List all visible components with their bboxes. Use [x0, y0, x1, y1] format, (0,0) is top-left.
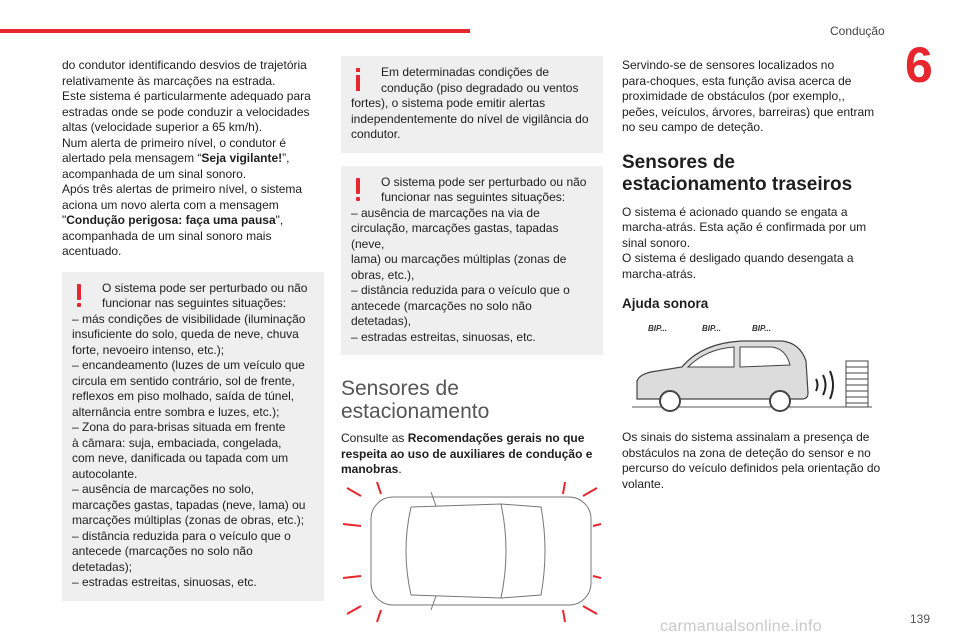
text-fragment: ”,	[282, 151, 290, 165]
text-line: fortes), o sistema pode emitir alertas	[351, 96, 546, 110]
text-fragment: ",	[275, 213, 284, 227]
text-line: acentuado.	[62, 244, 122, 258]
text-line: proximidade de obstáculos (por exemplo,,	[622, 89, 845, 103]
bip-label: BIP...	[702, 324, 721, 333]
text-line: estradas onde se pode conduzir a velocidades	[62, 104, 310, 119]
car-sensor-diagram	[341, 482, 603, 632]
text-line: forte, nevoeiro intenso, etc.);	[72, 342, 225, 357]
car-top-outline	[371, 497, 591, 605]
sensor-arrow	[583, 606, 597, 614]
intro-paragraph	[62, 58, 324, 260]
column-middle	[341, 56, 603, 637]
text-line: para-choques, esta função avisa acerca de	[622, 73, 852, 88]
sensor-arrow	[583, 488, 597, 496]
section-title-line: Sensores de	[341, 377, 459, 400]
subheading: Ajuda sonora	[622, 296, 709, 311]
warning-icon	[351, 178, 365, 204]
activation-paragraph	[622, 205, 890, 283]
text-line: antecede (marcações no solo não detetadas),	[351, 298, 532, 328]
text-line: sinal sonoro.	[622, 235, 691, 250]
page-number: 139	[910, 612, 931, 626]
text-line: peões, veículos, árvores, barreiras) que entram	[622, 104, 875, 119]
text-line: condução (piso degradado ou ventos	[381, 80, 579, 95]
signals-paragraph	[622, 430, 890, 492]
text-line: – distância reduzida para o veículo que o	[351, 283, 570, 297]
consult-paragraph	[341, 431, 603, 478]
text-line	[341, 431, 603, 447]
warning-box	[62, 272, 324, 601]
text-line: marcações gastas, tapadas (neve, lama) ou	[72, 497, 306, 512]
text-line: – estradas estreitas, sinuosas, etc.	[72, 575, 257, 589]
text-line: acompanhada de um sinal sonoro mais	[62, 228, 272, 243]
rear-wheel	[770, 391, 790, 411]
text-line: independentemente do nível de vigilância do	[351, 111, 589, 126]
sound-waves	[816, 371, 833, 399]
text-line: condutor.	[351, 127, 401, 141]
roof-outline	[411, 504, 506, 598]
text-line: – más condições de visibilidade (iluminação	[72, 311, 306, 326]
text-line: – ausência de marcações na via de	[351, 205, 540, 220]
section-title-line: Sensores de	[622, 151, 735, 173]
text-line: – encandeamento (luzes de um veículo que	[72, 358, 305, 372]
text-line: à câmara: suja, embaciada, congelada,	[72, 435, 282, 450]
text-line: lama) ou marcações múltiplas (zonas de	[351, 252, 567, 266]
sensor-arrow	[377, 482, 381, 494]
cross-reference: manobras	[341, 462, 399, 476]
text-line: O sistema pode ser perturbado ou não	[102, 280, 308, 295]
section-heading	[622, 152, 890, 196]
text-line: obstáculos na zona de deteção do sensor e no	[622, 445, 871, 460]
warning-box	[341, 166, 603, 356]
info-icon	[351, 68, 365, 94]
column-left	[62, 58, 324, 601]
text-line: Este sistema é particularmente adequado para	[62, 89, 311, 103]
sensor-arrow	[593, 576, 601, 578]
text-line: antecede (marcações no solo não detetadas);	[72, 544, 253, 574]
sensor-arrow	[347, 606, 361, 614]
sensor-arrow	[347, 488, 361, 496]
text-line: circulação, marcações gastas, tapadas (neve,	[351, 221, 559, 251]
text-fragment: "	[62, 213, 67, 227]
text-line: circula em sentido contrário, sol de frente,	[72, 373, 295, 388]
text-line: altas (velocidade superior a 65 km/h).	[62, 120, 263, 134]
chapter-number: 6	[905, 37, 933, 93]
text-fragment: Consulte as	[341, 431, 408, 445]
text-line: – estradas estreitas, sinuosas, etc.	[351, 329, 536, 344]
text-line: – Zona do para-brisas situada em frente	[72, 420, 286, 434]
text-line	[341, 462, 603, 478]
front-wheel	[660, 391, 680, 411]
intro-paragraph	[622, 58, 890, 136]
text-line: acompanhada de um sinal sonoro.	[62, 166, 247, 181]
section-title-line: estacionamento traseiros	[622, 173, 853, 195]
info-box	[341, 56, 603, 153]
text-line: Em determinadas condições de	[381, 65, 550, 79]
mirror-right	[431, 596, 436, 610]
message-line	[62, 213, 324, 229]
text-line: reflexos em piso molhado, saída de túnel,	[72, 389, 295, 403]
sensor-arrow	[593, 524, 601, 526]
text-line: insuficiente do solo, queda de neve, chuva	[72, 327, 299, 341]
text-line: autocolante.	[72, 466, 138, 481]
text-line: marcações múltiplas (zonas de obras, etc.);	[72, 513, 305, 527]
text-line: com neve, danificada ou tapada com um	[72, 451, 289, 465]
alert-message-2: Condução perigosa: faça uma pausa	[66, 213, 276, 227]
text-line: volante.	[622, 476, 665, 491]
text-line: O sistema é desligado quando desengata a	[622, 251, 854, 265]
column-right	[622, 58, 890, 492]
text-line: marcha-atrás. Esta ação é confirmada por um	[622, 220, 867, 234]
text-line: relativamente às marcações na estrada.	[62, 73, 276, 88]
section-header: Condução	[830, 24, 885, 38]
text-line: Após três alertas de primeiro nível, o sistema	[62, 182, 303, 196]
text-line: O sistema pode ser perturbado ou não	[381, 174, 587, 189]
text-line: alternância entre sombra e luzes, etc.);	[72, 404, 280, 419]
bip-label: BIP...	[648, 324, 667, 333]
watermark: carmanualsonline.info	[660, 618, 822, 635]
message-line	[62, 151, 324, 167]
sensor-arrow	[563, 482, 565, 494]
cross-reference: respeita ao uso de auxiliares de condução e	[341, 446, 593, 461]
wall-obstacle	[846, 361, 868, 407]
text-line: Num alerta de primeiro nível, o condutor é	[62, 135, 287, 150]
mirror-left	[431, 492, 436, 506]
warning-icon	[72, 284, 86, 310]
text-line: funcionar nas seguintes situações:	[102, 296, 287, 310]
text-line: – ausência de marcações no solo,	[72, 482, 255, 496]
text-line: obras, etc.),	[351, 267, 415, 282]
sensor-arrow	[563, 610, 565, 622]
section-heading	[341, 377, 603, 423]
text-line: O sistema é acionado quando se engata a	[622, 204, 848, 219]
bip-label: BIP...	[752, 324, 771, 333]
rear-window	[501, 504, 545, 598]
top-accent-bar	[0, 29, 470, 33]
sensor-arrow	[377, 610, 381, 622]
text-fragment: alertado pela mensagem “	[62, 151, 202, 165]
text-line: aciona um novo alerta com a mensagem	[62, 197, 279, 212]
windscreen-line	[406, 507, 411, 595]
text-line: marcha-atrás.	[622, 266, 697, 281]
text-line: – distância reduzida para o veículo que o	[72, 528, 291, 543]
text-line: funcionar nas seguintes situações:	[381, 190, 566, 204]
sensor-arrow	[343, 524, 361, 526]
section-title-line: estacionamento	[341, 400, 490, 423]
text-line: percurso do veículo definidos pela orientação do	[622, 461, 881, 475]
text-fragment: .	[398, 462, 402, 476]
sound-alert-diagram	[622, 321, 890, 421]
text-line: Servindo-se de sensores localizados no	[622, 58, 835, 72]
text-line: do condutor identificando desvios de trajetória	[62, 58, 307, 72]
alert-message-1: Seja vigilante!	[201, 151, 283, 165]
sensor-arrow	[343, 576, 361, 578]
text-line: Os sinais do sistema assinalam a presença de	[622, 430, 870, 444]
text-line: no seu campo de deteção.	[622, 120, 764, 134]
cross-reference: Recomendações gerais no que	[407, 431, 585, 445]
